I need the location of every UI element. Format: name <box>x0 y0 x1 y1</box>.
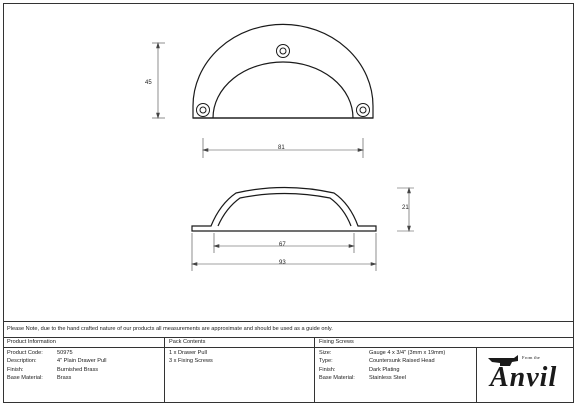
dim-height-top <box>152 43 165 118</box>
dim-label-height-side: 21 <box>402 205 409 211</box>
finish-row: Finish: Burnished Brass <box>7 366 99 373</box>
screw-holes <box>197 45 370 117</box>
description-row: Description: 4" Plain Drawer Pull <box>7 358 107 365</box>
screw-size-value: Gauge 4 x 3/4" (3mm x 19mm) <box>369 350 446 356</box>
column-divider-3 <box>476 347 477 403</box>
logo-brand-name: Anvil <box>490 362 558 393</box>
column-divider-1 <box>164 338 165 403</box>
screw-hole-right <box>357 104 370 117</box>
product-code-row: Product Code: 50975 <box>7 350 73 356</box>
fixing-screws-panel <box>316 349 476 414</box>
pull-outer-outline <box>193 24 373 118</box>
dim-label-height-top: 45 <box>145 80 152 86</box>
screw-material-row: Base Material: Stainless Steel <box>319 375 407 382</box>
product-information-panel <box>4 349 164 414</box>
product-code-value: 50975 <box>57 350 73 356</box>
dim-label-width-side: 93 <box>279 260 286 266</box>
pack-contents-panel <box>166 349 314 414</box>
side-inner-profile <box>218 194 351 227</box>
pull-inner-cutout <box>213 62 353 118</box>
pack-item: 3 x Fixing Screws <box>169 358 213 365</box>
fixing-screws-heading: Fixing Screws <box>319 339 354 345</box>
dim-label-width-top: 81 <box>278 145 285 151</box>
screw-type-row: Type: Countersunk Raised Head <box>319 358 435 365</box>
base-material-row: Base Material: Brass <box>7 375 72 382</box>
screw-finish-value: Dark Plating <box>369 366 400 373</box>
product-information-heading: Product Information <box>7 339 56 345</box>
column-divider-2 <box>314 338 315 403</box>
screw-hole-right-inner <box>360 107 366 113</box>
pack-contents-heading: Pack Contents <box>169 339 206 345</box>
description-value: 4" Plain Drawer Pull <box>57 358 107 365</box>
brand-logo <box>478 350 572 402</box>
finish-value: Burnished Brass <box>57 366 99 373</box>
logo-tagline: From the <box>522 355 540 360</box>
screw-material-value: Stainless Steel <box>369 375 407 382</box>
top-view-pull <box>193 24 373 118</box>
screw-hole-left-inner <box>200 107 206 113</box>
screw-hole-left <box>197 104 210 117</box>
base-material-value: Brass <box>57 375 72 382</box>
screw-type-value: Countersunk Raised Head <box>369 358 435 365</box>
measurement-disclaimer: Please Note, due to the hand crafted nature of our products all measurements are approximate and should be used as a guide only. <box>4 321 573 338</box>
dim-label-inner-side: 67 <box>279 242 286 248</box>
table-header-rule <box>4 347 573 348</box>
screw-size-row: Size: Gauge 4 x 3/4" (3mm x 19mm) <box>319 350 446 356</box>
screw-finish-row: Finish: Dark Plating <box>319 366 400 373</box>
screw-hole-top <box>277 45 290 58</box>
screw-hole-top-inner <box>280 48 286 54</box>
pack-item: 1 x Drawer Pull <box>169 350 207 356</box>
side-view-pull <box>192 188 376 232</box>
